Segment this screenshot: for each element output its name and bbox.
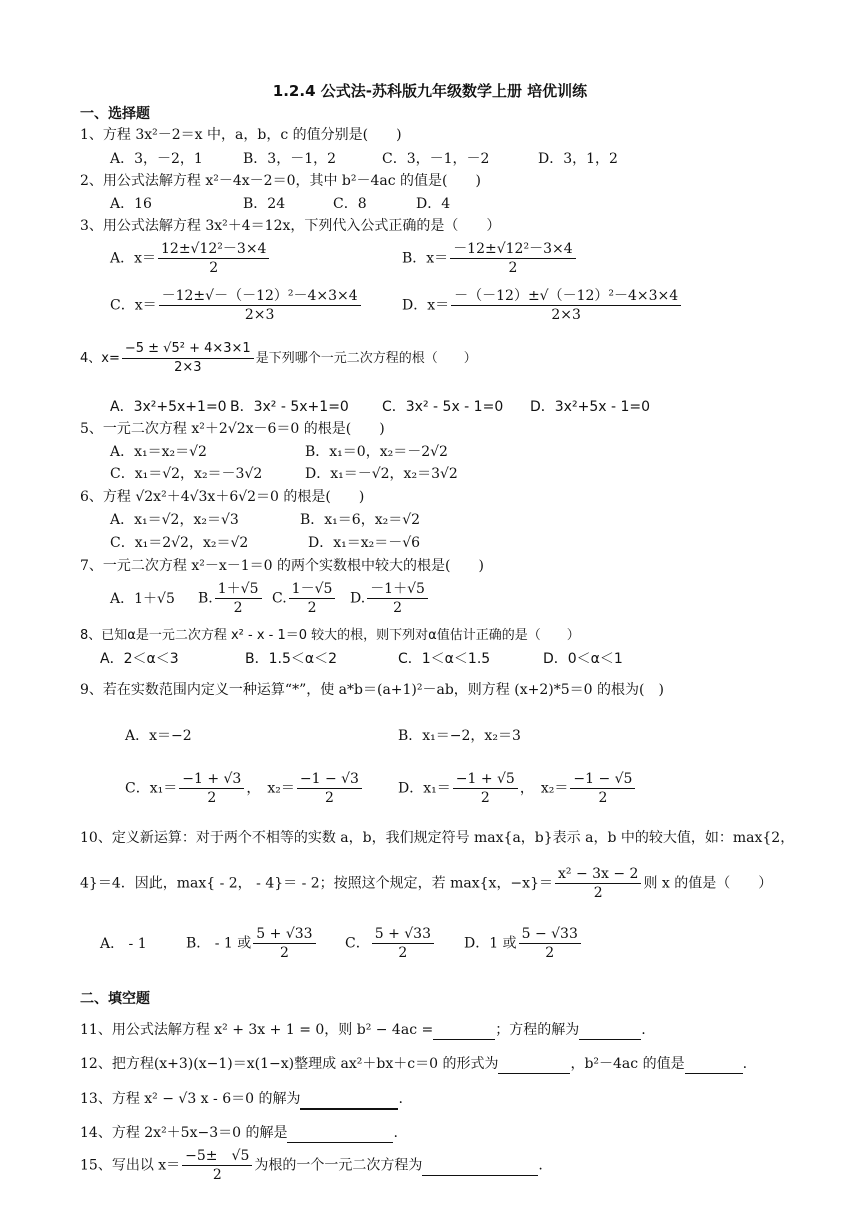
fraction-numerator: －（－12）±√（－12）²－4×3×4 xyxy=(451,287,681,306)
question-14-text: 14、方程 2x²＋5x−3＝0 的解是 xyxy=(80,1125,288,1141)
answer-blank[interactable] xyxy=(287,1124,393,1143)
question-6-stem: 6、方程 √2x²＋4√3x＋6√2＝0 的根是( ) xyxy=(80,489,365,505)
question-2-option-a[interactable]: A．16 xyxy=(110,196,152,212)
question-10-option-d[interactable] xyxy=(464,925,583,962)
question-7-option-c[interactable] xyxy=(272,580,337,617)
question-14-end: . xyxy=(393,1125,398,1141)
question-8-option-d[interactable]: D．0＜α＜1 xyxy=(543,651,623,667)
question-7-option-b[interactable] xyxy=(198,580,264,617)
fraction-numerator: 1＋√5 xyxy=(215,580,262,599)
question-5-option-b[interactable]: B．x₁＝0，x₂＝－2√2 xyxy=(305,444,448,460)
question-12-text: ，b²－4ac 的值是 xyxy=(570,1056,685,1072)
fraction-numerator: −1 − √5 xyxy=(570,770,635,789)
question-4-option-c[interactable]: C．3x² ‐ 5x ‐ 1=0 xyxy=(382,399,504,415)
option-label: D．x＝ xyxy=(402,297,450,314)
answer-blank[interactable] xyxy=(579,1021,641,1040)
question-2-stem: 2、用公式法解方程 x²－4x－2＝0，其中 b²－4ac 的值是( ) xyxy=(80,173,481,189)
question-10-text: 4}＝4．因此，max{ ‐ 2， ‐ 4}＝ ‐ 2；按照这个规定，若 max{x，−x}＝ xyxy=(80,875,553,892)
question-7-option-a[interactable]: A．1＋√5 xyxy=(110,591,175,607)
formula-fraction xyxy=(372,925,434,962)
question-12-text: 12、把方程(x+3)(x−1)＝x(1−x)整理成 ax²＋bx＋c＝0 的形式为 xyxy=(80,1056,499,1072)
fraction-denominator: 2 xyxy=(480,790,490,806)
fraction-denominator: 2 xyxy=(508,260,518,276)
question-10-option-a[interactable]: A． ‐ 1 xyxy=(100,936,147,952)
fraction-numerator: －1＋√5 xyxy=(367,580,428,599)
fraction-denominator: 2 xyxy=(593,885,603,901)
fraction-numerator: 5 + √33 xyxy=(253,925,315,944)
question-12-end: . xyxy=(742,1056,748,1072)
question-4-stem xyxy=(80,340,477,377)
question-7-stem: 7、一元二次方程 x²－x－1＝0 的两个实数根中较大的根是( ) xyxy=(80,558,484,574)
fraction-denominator: 2 xyxy=(209,260,219,276)
question-15-text: 15、写出以 x＝ xyxy=(80,1157,181,1174)
question-10-option-c[interactable] xyxy=(345,925,436,962)
option-label: D．x₁＝ xyxy=(398,780,451,797)
fraction-denominator: 2 xyxy=(398,945,408,961)
answer-blank[interactable] xyxy=(300,1090,398,1110)
question-8-option-c[interactable]: C．1＜α＜1.5 xyxy=(398,651,491,667)
fraction-numerator: 1－√5 xyxy=(289,580,336,599)
fraction-denominator: 2 xyxy=(393,600,403,616)
fraction-numerator: −5 ± √5² + 4×3×1 xyxy=(122,340,254,359)
question-1-option-c[interactable]: C．3，－1，－2 xyxy=(382,151,490,167)
question-9-option-b[interactable]: B．x₁＝−2，x₂＝3 xyxy=(398,728,521,744)
option-separator: ， x₂＝ xyxy=(519,780,569,797)
question-15-text: 为根的一个一元二次方程为 xyxy=(254,1157,423,1174)
fraction-denominator: 2 xyxy=(598,790,608,806)
fraction-numerator: 12±√12²－3×4 xyxy=(158,240,269,259)
question-9-stem: 9、若在实数范围内定义一种运算“*”，使 a*b＝(a+1)²－ab，则方程 (x+2)*5＝0 的根为( ) xyxy=(80,682,664,698)
fraction-numerator: −5± √5 xyxy=(182,1147,252,1166)
question-1-option-b[interactable]: B．3，－1，2 xyxy=(243,151,337,167)
fraction-numerator: −1 + √5 xyxy=(453,770,518,789)
fraction-denominator: 2×3 xyxy=(174,360,202,375)
question-3-option-d[interactable] xyxy=(402,287,683,324)
option-label: C．x＝ xyxy=(110,297,157,314)
question-10-line-2 xyxy=(80,865,772,902)
fraction-denominator: 2 xyxy=(279,945,289,961)
formula-fraction xyxy=(453,770,518,807)
question-3-option-b[interactable] xyxy=(402,240,578,277)
question-1-stem: 1、方程 3x²－2＝x 中，a，b，c 的值分别是( ) xyxy=(80,127,402,143)
option-label: B． ‐ 1 或 xyxy=(186,935,252,952)
question-1-option-d[interactable]: D．3，1，2 xyxy=(538,151,618,167)
fraction-denominator: 2 xyxy=(207,790,217,806)
question-6-option-c[interactable]: C．x₁＝2√2，x₂＝√2 xyxy=(110,535,249,551)
question-10-option-b[interactable] xyxy=(186,925,318,962)
option-label: C. xyxy=(272,590,287,607)
question-4-option-b[interactable]: B．3x² ‐ 5x+1=0 xyxy=(230,399,349,415)
formula-fraction xyxy=(519,925,581,962)
fraction-denominator: 2×3 xyxy=(244,307,275,323)
fraction-numerator: －12±√－（－12）²－4×3×4 xyxy=(159,287,361,306)
question-9-option-a[interactable]: A．x＝−2 xyxy=(125,728,192,744)
formula-fraction xyxy=(182,1147,252,1184)
question-4-prefix: 4、x= xyxy=(80,351,120,366)
option-label: C． xyxy=(345,935,370,952)
question-9-option-c[interactable] xyxy=(125,770,364,807)
question-6-option-b[interactable]: B．x₁＝6，x₂＝√2 xyxy=(300,512,421,528)
option-separator: ， x₂＝ xyxy=(246,780,295,797)
fraction-numerator: −1 − √3 xyxy=(297,770,362,789)
question-3-stem: 3、用公式法解方程 3x²＋4＝12x，下列代入公式正确的是（ ） xyxy=(80,218,501,234)
question-13 xyxy=(80,1090,403,1110)
formula-fraction xyxy=(159,287,361,324)
formula-fraction xyxy=(450,240,575,277)
question-6-option-d[interactable]: D．x₁＝x₂＝－√6 xyxy=(308,535,421,551)
fraction-denominator: 2 xyxy=(545,945,555,961)
formula-fraction xyxy=(555,865,641,902)
question-8-option-b[interactable]: B．1.5＜α＜2 xyxy=(245,651,338,667)
question-4-option-d[interactable]: D．3x²+5x ‐ 1=0 xyxy=(530,399,651,415)
formula-fraction xyxy=(570,770,635,807)
option-label: D．1 或 xyxy=(464,935,517,952)
fraction-numerator: 5 − √33 xyxy=(519,925,581,944)
fraction-numerator: －12±√12²－3×4 xyxy=(450,240,575,259)
answer-blank[interactable] xyxy=(685,1055,743,1074)
question-4-option-a[interactable]: A．3x²+5x+1=0 xyxy=(110,399,227,415)
formula-fraction xyxy=(122,340,254,377)
question-14 xyxy=(80,1124,398,1143)
option-label: C．x₁＝ xyxy=(125,780,178,797)
question-4-suffix: 是下列哪个一元二次方程的根（ ） xyxy=(255,351,477,366)
question-11-text: 11、用公式法解方程 x² + 3x + 1 = 0，则 b² − 4ac = xyxy=(80,1022,434,1038)
question-2-option-b[interactable]: B．24 xyxy=(243,196,286,212)
option-label: B．x＝ xyxy=(402,250,449,267)
question-11 xyxy=(80,1021,646,1040)
question-5-stem: 5、一元二次方程 x²＋2√2x－6＝0 的根是( ) xyxy=(80,421,385,437)
question-1-option-a[interactable]: A．3，－2，1 xyxy=(110,151,203,167)
formula-fraction xyxy=(451,287,681,324)
question-15 xyxy=(80,1147,543,1184)
fraction-numerator: 5 + √33 xyxy=(372,925,434,944)
section-heading-choice: 一、选择题 xyxy=(80,106,150,122)
question-9-option-d[interactable] xyxy=(398,770,637,807)
question-11-text: ；方程的解为 xyxy=(495,1022,580,1038)
formula-fraction xyxy=(297,770,362,807)
question-13-end: . xyxy=(398,1091,403,1107)
answer-blank[interactable] xyxy=(433,1021,495,1040)
question-15-end: . xyxy=(538,1157,543,1174)
question-3-option-c[interactable] xyxy=(110,287,363,324)
formula-fraction xyxy=(215,580,262,617)
question-2-option-c[interactable]: C．8 xyxy=(333,196,367,212)
fraction-denominator: 2 xyxy=(307,600,317,616)
question-7-option-d[interactable] xyxy=(350,580,430,617)
page-title: 1.2.4 公式法-苏科版九年级数学上册 培优训练 xyxy=(272,82,588,100)
formula-fraction xyxy=(367,580,428,617)
question-12 xyxy=(80,1055,747,1074)
formula-fraction xyxy=(158,240,269,277)
fraction-numerator: −1 + √3 xyxy=(179,770,244,789)
formula-fraction xyxy=(179,770,244,807)
question-8-stem: 8、已知α是一元二次方程 x² ‐ x ‐ 1＝0 较大的根，则下列对α值估计正确的是（ ） xyxy=(80,628,580,643)
formula-fraction xyxy=(289,580,336,617)
fraction-denominator: 2 xyxy=(324,790,334,806)
question-10-line-1: 10、定义新运算：对于两个不相等的实数 a，b，我们规定符号 max{a，b}表示 a，b 中的较大值，如：max{2， xyxy=(80,830,795,846)
option-label: A．x＝ xyxy=(110,250,157,267)
question-13-text: 13、方程 x² − √3 x ‐ 6＝0 的解为 xyxy=(80,1091,301,1107)
question-5-option-d[interactable]: D．x₁＝－√2，x₂＝3√2 xyxy=(305,466,458,482)
option-label: B. xyxy=(198,590,213,607)
question-10-text: 则 x 的值是（ ） xyxy=(643,875,773,892)
fraction-denominator: 2×3 xyxy=(551,307,581,323)
formula-fraction xyxy=(253,925,315,962)
question-5-option-a[interactable]: A．x₁＝x₂＝√2 xyxy=(110,444,207,460)
answer-blank[interactable] xyxy=(498,1055,570,1074)
question-6-option-a[interactable]: A．x₁＝√2，x₂＝√3 xyxy=(110,512,239,528)
question-3-option-a[interactable] xyxy=(110,240,271,277)
question-8-option-a[interactable]: A．2＜α＜3 xyxy=(100,651,179,667)
question-11-end: . xyxy=(641,1022,646,1038)
fraction-numerator: x² − 3x − 2 xyxy=(555,865,641,884)
answer-blank[interactable] xyxy=(422,1157,538,1176)
question-5-option-c[interactable]: C．x₁＝√2，x₂＝－3√2 xyxy=(110,466,263,482)
question-2-option-d[interactable]: D．4 xyxy=(416,196,451,212)
option-label: D. xyxy=(350,590,366,607)
fraction-denominator: 2 xyxy=(233,600,243,616)
fraction-denominator: 2 xyxy=(212,1167,222,1183)
section-heading-fill-in: 二、填空题 xyxy=(80,991,150,1007)
